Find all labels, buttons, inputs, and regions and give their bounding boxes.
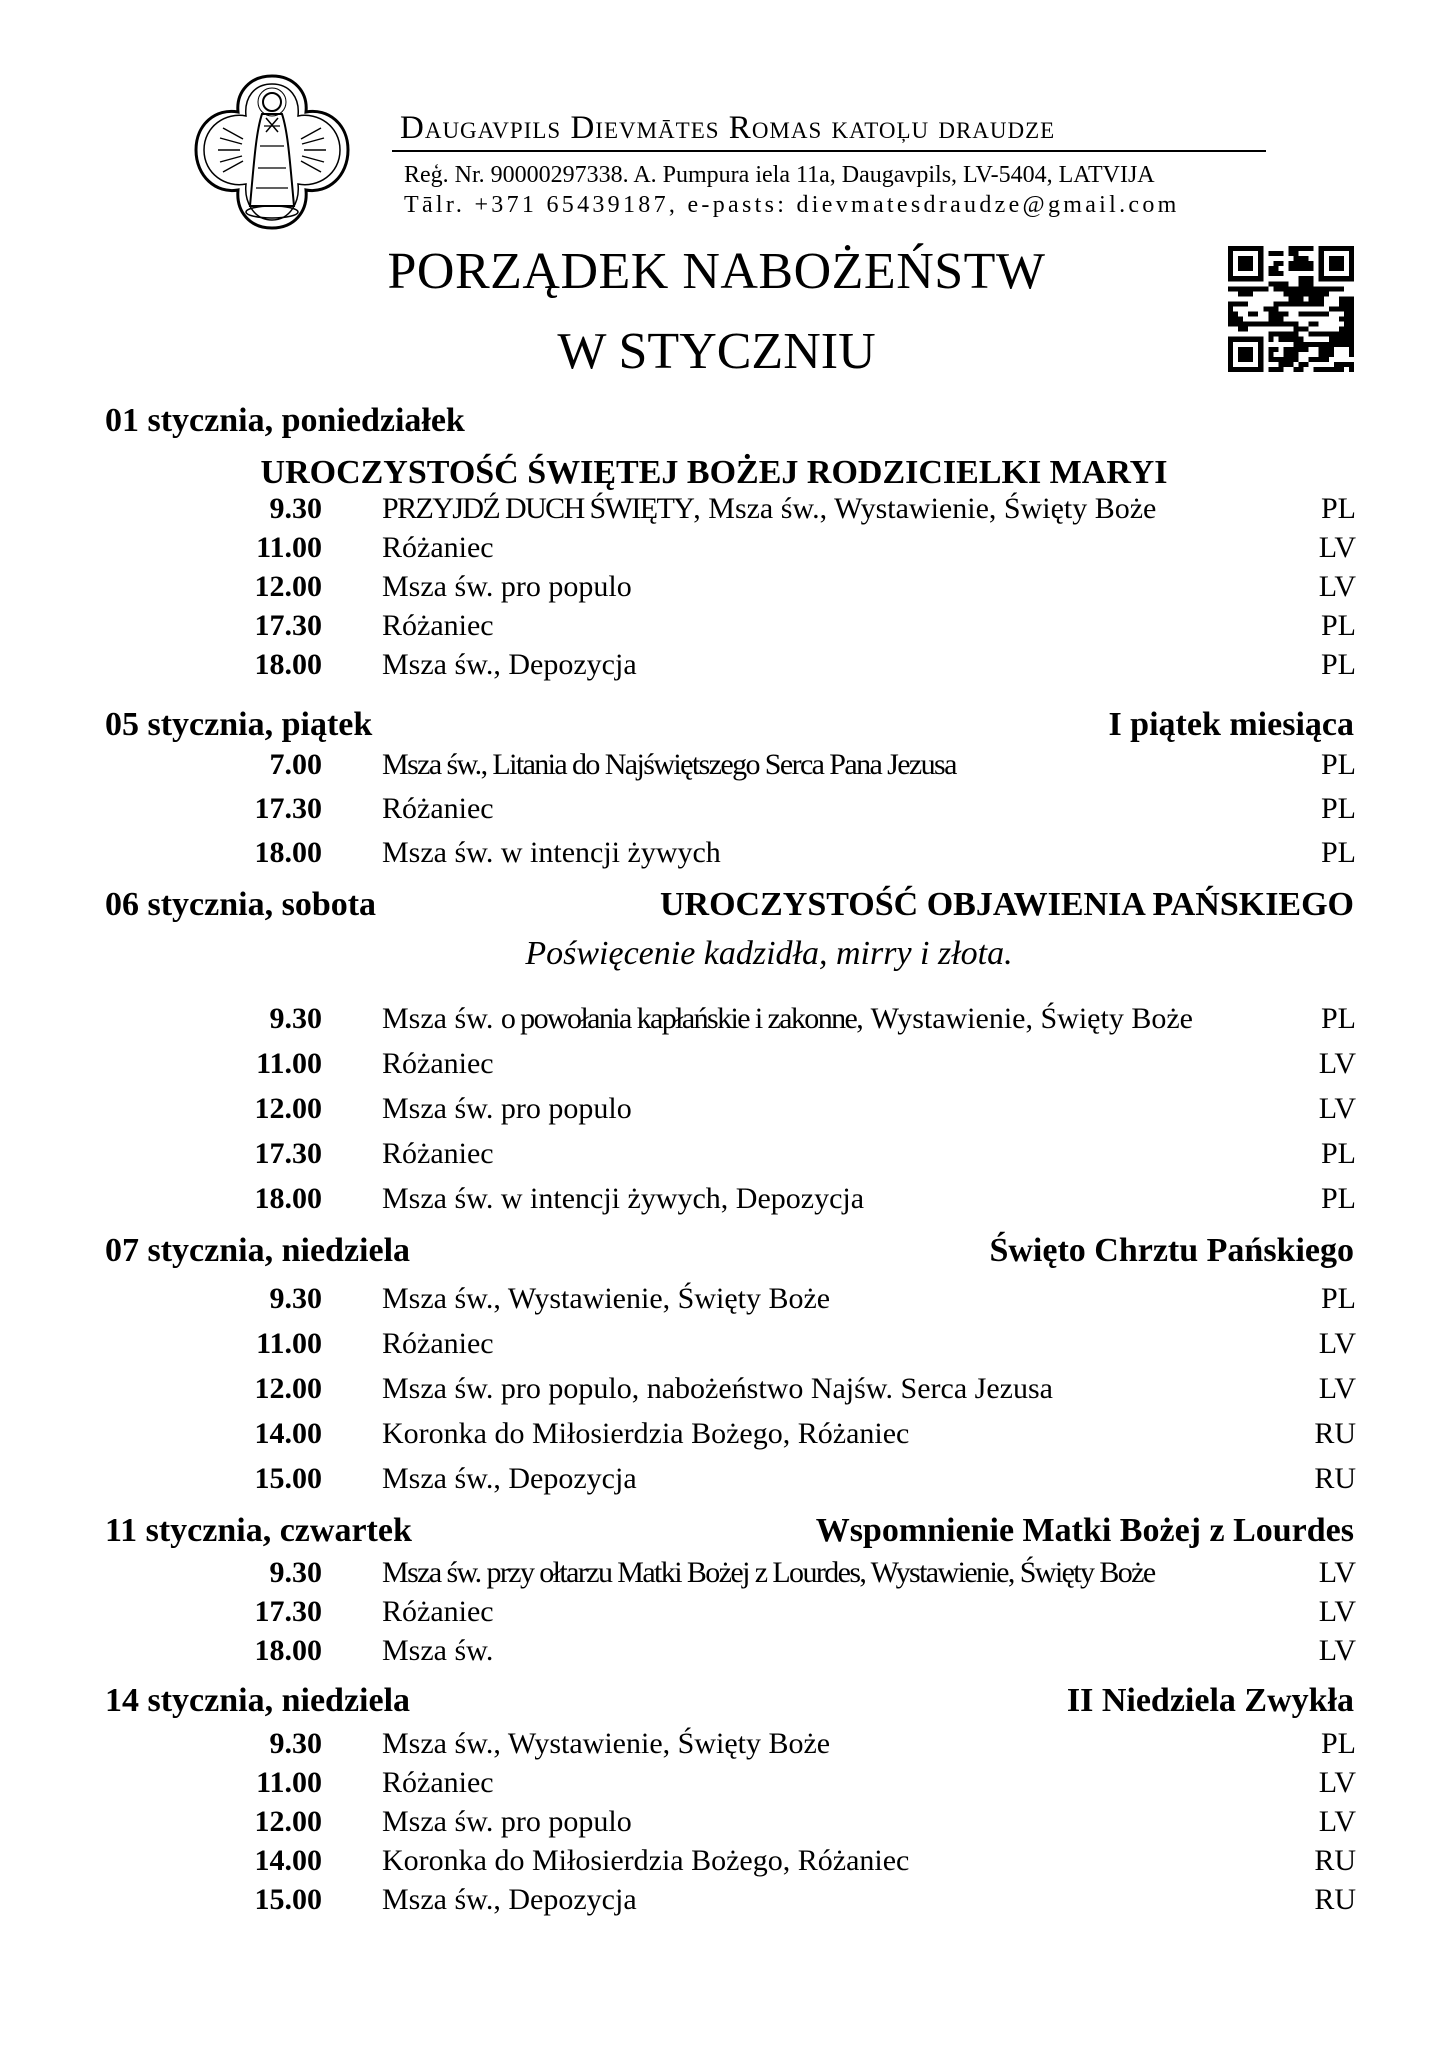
day-date: 07 stycznia, niedziela bbox=[105, 1232, 411, 1269]
service-description-part: Msza św., Wystawienie, Święty Boże bbox=[382, 1282, 831, 1315]
day-section bbox=[0, 1512, 1448, 1672]
service-language: LV bbox=[1318, 1372, 1356, 1405]
service-time: 9.30 bbox=[269, 1556, 322, 1589]
service-time: 17.30 bbox=[254, 1137, 322, 1170]
service-language: PL bbox=[1320, 609, 1356, 642]
service-description-part: Msza św. w intencji żywych bbox=[382, 836, 721, 869]
service-description bbox=[382, 648, 637, 682]
service-language: PL bbox=[1320, 792, 1356, 825]
service-description bbox=[382, 1282, 830, 1316]
service-language: LV bbox=[1318, 1047, 1356, 1080]
parish-name: Daugavpils Dievmātes Romas katoļu draudze bbox=[400, 110, 1056, 146]
service-language: RU bbox=[1314, 1462, 1356, 1495]
service-language: LV bbox=[1318, 531, 1356, 564]
feast-name: UROCZYSTOŚĆ ŚWIĘTEJ BOŻEJ RODZICIELKI MARYI bbox=[260, 454, 1168, 491]
service-description-part: Koronka do Miłosierdzia Bożego, Różaniec bbox=[382, 1417, 910, 1450]
service-row bbox=[0, 1556, 1448, 1594]
service-description bbox=[382, 1182, 864, 1216]
service-time: 12.00 bbox=[254, 1372, 322, 1405]
service-description-part: Różaniec bbox=[382, 1766, 494, 1799]
day-header bbox=[0, 1232, 1448, 1276]
service-row bbox=[0, 830, 1448, 874]
page-title: PORZĄDEK NABOŻEŃSTW bbox=[387, 243, 1046, 300]
service-description bbox=[382, 1047, 494, 1081]
service-time: 14.00 bbox=[254, 1844, 322, 1877]
service-time: 17.30 bbox=[254, 609, 322, 642]
service-row bbox=[0, 530, 1448, 569]
day-section bbox=[0, 886, 1448, 1220]
service-row bbox=[0, 492, 1448, 530]
service-time: 12.00 bbox=[254, 570, 322, 603]
service-description-part: Msza św. bbox=[382, 1634, 494, 1667]
service-time: 18.00 bbox=[254, 648, 322, 681]
page-subtitle: W STYCZNIU bbox=[557, 323, 876, 380]
service-row bbox=[0, 1455, 1448, 1500]
service-description-part: Msza św., Litania do Najświętszego Serca Pana Jezusa bbox=[382, 748, 956, 781]
service-language: PL bbox=[1320, 1182, 1356, 1215]
service-language: PL bbox=[1320, 1282, 1356, 1315]
service-description bbox=[382, 1462, 637, 1496]
service-row bbox=[0, 1882, 1448, 1921]
day-date: 05 stycznia, piątek bbox=[105, 706, 373, 743]
service-description bbox=[382, 748, 956, 782]
service-description bbox=[382, 792, 494, 826]
service-description-part: Koronka do Miłosierdzia Bożego, Różaniec bbox=[382, 1844, 910, 1877]
feast-name: Święto Chrztu Pańskiego bbox=[989, 1232, 1354, 1269]
service-description bbox=[382, 1002, 1193, 1036]
service-row bbox=[0, 1726, 1448, 1765]
service-description bbox=[382, 1805, 632, 1839]
service-description-part: , Msza św., Wystawienie, Święty Boże bbox=[693, 492, 1157, 525]
service-language: LV bbox=[1318, 1092, 1356, 1125]
service-description bbox=[382, 1727, 830, 1761]
service-time: 11.00 bbox=[256, 531, 322, 564]
service-time: 12.00 bbox=[254, 1805, 322, 1838]
service-language: LV bbox=[1318, 1766, 1356, 1799]
service-description-part: Msza św. przy ołtarzu Matki Bożej z Lourdes, Wystawienie, Święty Boże bbox=[382, 1556, 1155, 1589]
service-language: PL bbox=[1320, 648, 1356, 681]
service-language: PL bbox=[1320, 836, 1356, 869]
service-time: 18.00 bbox=[254, 1182, 322, 1215]
service-description-part: Różaniec bbox=[382, 792, 494, 825]
service-language: RU bbox=[1314, 1883, 1356, 1916]
service-row bbox=[0, 1175, 1448, 1220]
service-description bbox=[382, 1556, 1155, 1590]
service-time: 17.30 bbox=[254, 1595, 322, 1628]
service-row bbox=[0, 1365, 1448, 1410]
service-language: LV bbox=[1318, 1327, 1356, 1360]
contact-info: Tālr. +371 65439187, e-pasts: dievmatesdraudze@gmail.com bbox=[404, 192, 1180, 218]
service-description bbox=[382, 1766, 494, 1800]
service-description-part: Msza św., Wystawienie, Święty Boże bbox=[382, 1727, 831, 1760]
service-description bbox=[382, 1092, 632, 1126]
qr-code-icon bbox=[1228, 246, 1354, 372]
service-time: 9.30 bbox=[269, 1002, 322, 1035]
service-description-part: , Wystawienie, Święty Boże bbox=[856, 1002, 1193, 1035]
service-row bbox=[0, 1320, 1448, 1365]
service-description bbox=[382, 1417, 909, 1451]
service-description-part: Msza św., Depozycja bbox=[382, 1883, 637, 1916]
feast-name: UROCZYSTOŚĆ OBJAWIENIA PAŃSKIEGO bbox=[659, 886, 1354, 923]
service-language: RU bbox=[1314, 1844, 1356, 1877]
service-description-part: Różaniec bbox=[382, 1047, 494, 1080]
service-row bbox=[0, 608, 1448, 647]
service-time: 11.00 bbox=[256, 1047, 322, 1080]
service-description-part: Msza św., Depozycja bbox=[382, 648, 637, 681]
feast-name: Wspomnienie Matki Bożej z Lourdes bbox=[815, 1512, 1354, 1549]
service-description-part: Różaniec bbox=[382, 1595, 494, 1628]
service-description bbox=[382, 570, 632, 604]
service-time: 14.00 bbox=[254, 1417, 322, 1450]
service-row bbox=[0, 1804, 1448, 1843]
service-description-part: o powołania kapłańskie i zakonne bbox=[500, 1002, 857, 1035]
day-header bbox=[0, 402, 1448, 446]
service-language: RU bbox=[1314, 1417, 1356, 1450]
registration-address: Reģ. Nr. 90000297338. A. Pumpura iela 11a, Daugavpils, LV-5404, LATVIJA bbox=[404, 162, 1155, 188]
service-description-part: Msza św. bbox=[382, 1002, 501, 1035]
service-time: 15.00 bbox=[254, 1462, 322, 1495]
service-language: PL bbox=[1320, 1137, 1356, 1170]
service-description-part: Msza św., Depozycja bbox=[382, 1462, 637, 1495]
day-header bbox=[0, 1512, 1448, 1556]
service-row bbox=[0, 647, 1448, 686]
service-row bbox=[0, 994, 1448, 1040]
service-description-part: Różaniec bbox=[382, 609, 494, 642]
service-time: 18.00 bbox=[254, 836, 322, 869]
feast-name: II Niedziela Zwykła bbox=[1066, 1682, 1354, 1719]
service-language: LV bbox=[1318, 1595, 1356, 1628]
day-header bbox=[0, 1682, 1448, 1726]
service-row bbox=[0, 1040, 1448, 1085]
service-schedule bbox=[0, 402, 1448, 1921]
day-section bbox=[0, 1232, 1448, 1500]
day-date: 01 stycznia, poniedziałek bbox=[105, 402, 465, 439]
service-description bbox=[382, 1883, 637, 1917]
service-description-part: Różaniec bbox=[382, 531, 494, 564]
feast-name: I piątek miesiąca bbox=[1108, 706, 1354, 743]
service-time: 15.00 bbox=[254, 1883, 322, 1916]
service-description-part: PRZYJDŹ DUCH ŚWIĘTY bbox=[382, 492, 694, 525]
service-row bbox=[0, 786, 1448, 830]
service-row bbox=[0, 1765, 1448, 1804]
day-date: 14 stycznia, niedziela bbox=[105, 1682, 411, 1719]
service-description-part: Msza św. pro populo bbox=[382, 570, 632, 603]
day-date: 11 stycznia, czwartek bbox=[105, 1512, 412, 1549]
service-row bbox=[0, 1085, 1448, 1130]
service-description bbox=[382, 1327, 494, 1361]
service-time: 7.00 bbox=[269, 748, 322, 781]
service-description bbox=[382, 836, 721, 870]
service-description-part: Różaniec bbox=[382, 1327, 494, 1360]
service-row bbox=[0, 569, 1448, 608]
service-row bbox=[0, 1594, 1448, 1633]
service-description bbox=[382, 609, 494, 643]
service-time: 11.00 bbox=[256, 1766, 322, 1799]
service-description bbox=[382, 1595, 494, 1629]
service-description bbox=[382, 531, 494, 565]
service-language: LV bbox=[1318, 570, 1356, 603]
service-description bbox=[382, 1137, 494, 1171]
service-description bbox=[382, 1844, 909, 1878]
service-description bbox=[382, 492, 1156, 526]
service-language: LV bbox=[1318, 1556, 1356, 1589]
service-language: PL bbox=[1320, 748, 1356, 781]
service-time: 11.00 bbox=[256, 1327, 322, 1360]
service-description-part: Msza św. pro populo, nabożeństwo Najśw. Serca Jezusa bbox=[382, 1372, 1053, 1405]
service-description-part: Msza św. w intencji żywych, Depozycja bbox=[382, 1182, 865, 1215]
service-time: 17.30 bbox=[254, 792, 322, 825]
day-section bbox=[0, 402, 1448, 686]
service-time: 9.30 bbox=[269, 1282, 322, 1315]
service-language: PL bbox=[1320, 1727, 1356, 1760]
day-date: 06 stycznia, sobota bbox=[105, 886, 377, 923]
service-description bbox=[382, 1634, 493, 1668]
service-time: 9.30 bbox=[269, 1727, 322, 1760]
service-row bbox=[0, 1276, 1448, 1320]
day-header bbox=[0, 706, 1448, 750]
service-row bbox=[0, 1633, 1448, 1672]
service-description-part: Różaniec bbox=[382, 1137, 494, 1170]
service-description bbox=[382, 1372, 1053, 1406]
service-language: PL bbox=[1320, 1002, 1356, 1035]
service-language: PL bbox=[1320, 492, 1356, 525]
service-language: LV bbox=[1318, 1634, 1356, 1667]
service-description-part: Msza św. pro populo bbox=[382, 1805, 632, 1838]
service-language: LV bbox=[1318, 1805, 1356, 1838]
day-header bbox=[0, 886, 1448, 930]
letterhead bbox=[0, 0, 1448, 250]
header-divider bbox=[392, 150, 1266, 152]
service-row bbox=[0, 1130, 1448, 1175]
service-row bbox=[0, 750, 1448, 786]
day-section bbox=[0, 1682, 1448, 1921]
service-row bbox=[0, 1410, 1448, 1455]
feast-note: Poświęcenie kadzidła, mirry i złota. bbox=[525, 935, 1013, 972]
service-time: 18.00 bbox=[254, 1634, 322, 1667]
service-time: 9.30 bbox=[269, 492, 322, 525]
day-section bbox=[0, 706, 1448, 874]
parish-emblem-icon bbox=[190, 70, 355, 235]
service-time: 12.00 bbox=[254, 1092, 322, 1125]
service-description-part: Msza św. pro populo bbox=[382, 1092, 632, 1125]
service-row bbox=[0, 1843, 1448, 1882]
